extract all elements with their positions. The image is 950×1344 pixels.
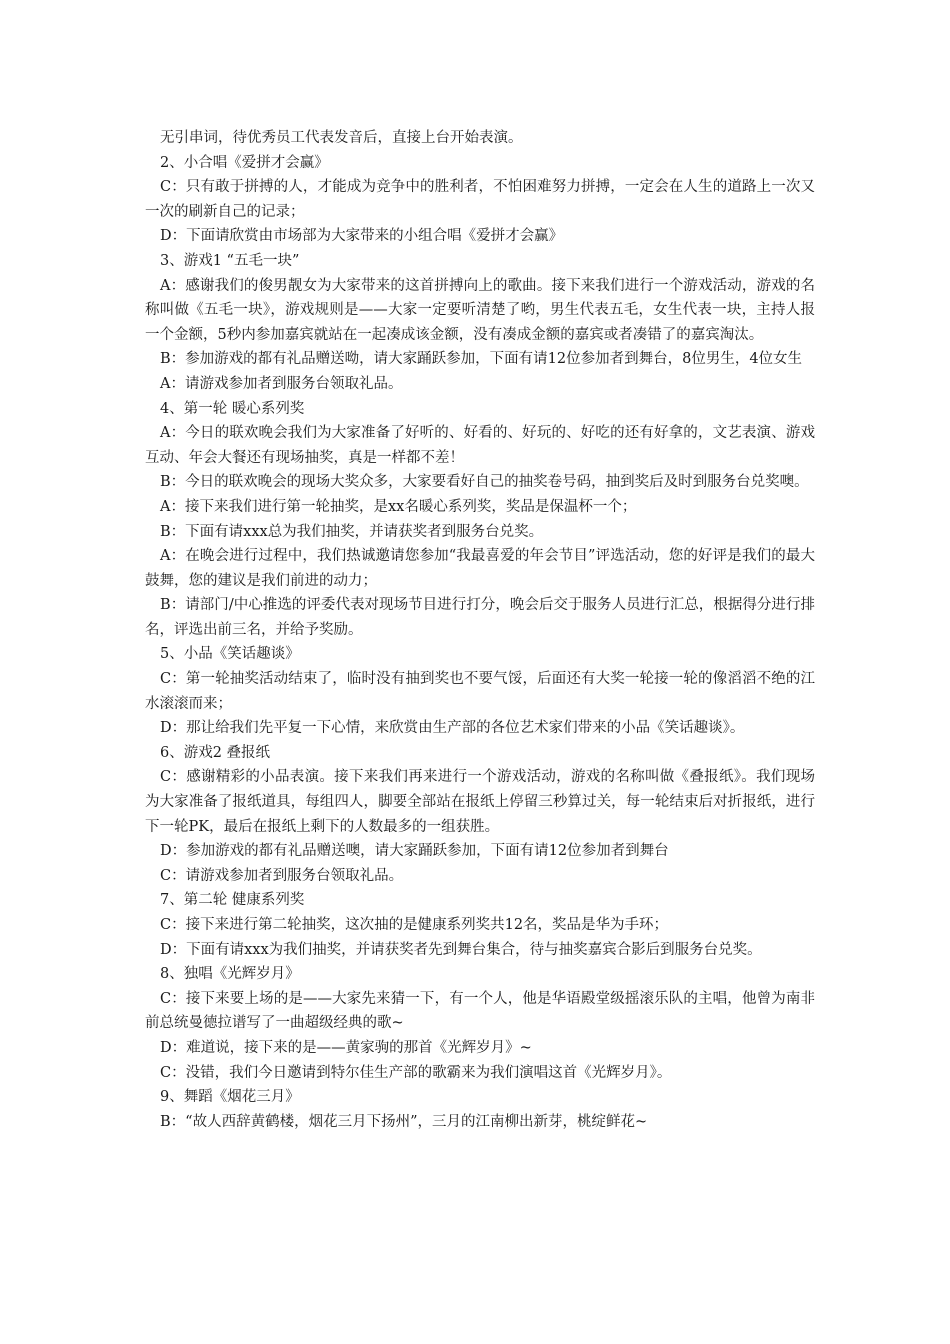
- paragraph: C：第一轮抽奖活动结束了，临时没有抽到奖也不要气馁，后面还有大奖一轮接一轮的像滔滔不绝的江水滚滚而来；: [145, 671, 815, 712]
- section-heading: 9、舞蹈《烟花三月》: [160, 1089, 300, 1106]
- paragraph: A：在晚会进行过程中，我们热诚邀请您参加“我最喜爱的年会节目”评选活动，您的好评是我们的最大鼓舞，您的建议是我们前进的动力；: [145, 548, 815, 589]
- paragraph: D：参加游戏的都有礼品赠送噢，请大家踊跃参加，下面有请12位参加者到舞台: [160, 843, 669, 860]
- section-heading: 4、第一轮 暖心系列奖: [160, 400, 305, 417]
- paragraph: B：“故人西辞黄鹤楼，烟花三月下扬州”，三月的江南柳出新芽，桃绽鲜花~: [160, 1113, 648, 1130]
- paragraph: A：接下来我们进行第一轮抽奖，是xx名暖心系列奖，奖品是保温杯一个；: [160, 498, 637, 515]
- section-heading: 2、小合唱《爱拼才会赢》: [160, 154, 329, 171]
- paragraph: A：感谢我们的俊男靓女为大家带来的这首拼搏向上的歌曲。接下来我们进行一个游戏活动，游戏的名称叫做《五毛一块》，游戏规则是——大家一定要听清楚了哟，男生代表五毛，女生代表一块，主持人报一个金额，5秒内参加嘉宾就站在一起凑成该金额，没有凑成金额的嘉宾或者凑错了的嘉宾淘汰。: [145, 277, 815, 343]
- paragraph: B：今日的联欢晚会的现场大奖众多，大家要看好自己的抽奖卷号码，抽到奖后及时到服务台兑奖噢。: [160, 474, 809, 491]
- paragraph: C：没错，我们今日邀请到特尔佳生产部的歌霸来为我们演唱这首《光辉岁月》。: [160, 1064, 672, 1081]
- paragraph: A：请游戏参加者到服务台领取礼品。: [160, 375, 403, 392]
- section-heading: 7、第二轮 健康系列奖: [160, 892, 305, 909]
- paragraph: D：难道说，接下来的是——黄家驹的那首《光辉岁月》~: [160, 1039, 532, 1056]
- section-heading: 5、小品《笑话趣谈》: [160, 646, 300, 663]
- paragraph: B：请部门/中心推选的评委代表对现场节目进行打分，晚会后交于服务人员进行汇总，根据得分进行排名，评选出前三名，并给予奖励。: [145, 597, 815, 638]
- paragraph: 无引串词，待优秀员工代表发音后，直接上台开始表演。: [160, 130, 523, 146]
- paragraph: C：只有敢于拼搏的人，才能成为竞争中的胜利者，不怕困难努力拼搏，一定会在人生的道路上一次又一次的刷新自己的记录；: [145, 179, 815, 220]
- section-heading: 3、游戏1 “五毛一块”: [160, 252, 300, 269]
- paragraph: C：接下来要上场的是——大家先来猜一下，有一个人，他是华语殿堂级摇滚乐队的主唱，他曾为南非前总统曼德拉谱写了一曲超级经典的歌~: [145, 990, 815, 1032]
- paragraph: C：请游戏参加者到服务台领取礼品。: [160, 867, 404, 884]
- paragraph: D：下面请欣赏由市场部为大家带来的小组合唱《爱拼才会赢》: [160, 228, 564, 245]
- paragraph: D：下面有请xxx为我们抽奖，并请获奖者先到舞台集合，待与抽奖嘉宾合影后到服务台兑奖。: [160, 941, 762, 958]
- paragraph: A：今日的联欢晚会我们为大家准备了好听的、好看的、好玩的、好吃的还有好拿的，文艺表演、游戏互动、年会大餐还有现场抽奖，真是一样都不差！: [145, 425, 815, 466]
- paragraph: B：下面有请xxx总为我们抽奖，并请获奖者到服务台兑奖。: [160, 523, 544, 540]
- document-page: [145, 126, 815, 1134]
- paragraph: C：接下来进行第二轮抽奖，这次抽的是健康系列奖共12名，奖品是华为手环；: [160, 917, 669, 933]
- section-heading: 8、独唱《光辉岁月》: [160, 966, 300, 983]
- paragraph: D：那让给我们先平复一下心情，来欣赏由生产部的各位艺术家们带来的小品《笑话趣谈》。: [160, 720, 745, 737]
- paragraph: B：参加游戏的都有礼品赠送呦，请大家踊跃参加，下面有请12位参加者到舞台，8位男生，4位女生: [160, 351, 803, 368]
- paragraph: C：感谢精彩的小品表演。接下来我们再来进行一个游戏活动，游戏的名称叫做《叠报纸》。我们现场为大家准备了报纸道具，每组四人，脚要全部站在报纸上停留三秒算过关，每一轮结束后对折报纸，进行下一轮PK，最后在报纸上剩下的人数最多的一组获胜。: [145, 769, 815, 835]
- section-heading: 6、游戏2 叠报纸: [160, 744, 271, 761]
